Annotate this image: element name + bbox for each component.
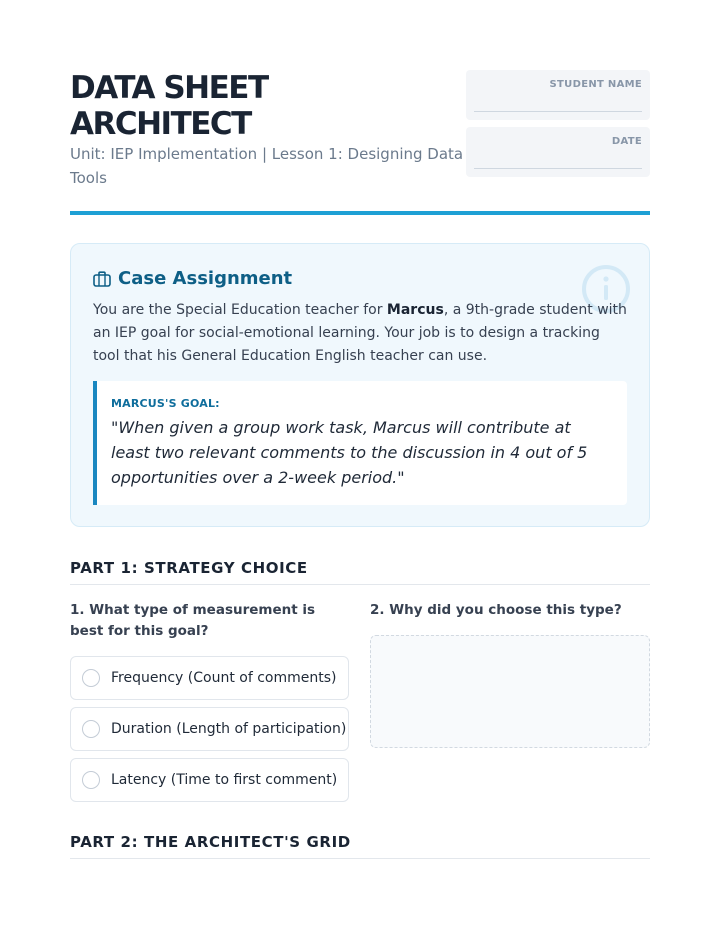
part1-heading: PART 1: STRATEGY CHOICE [70,559,650,585]
student-name-field[interactable] [466,70,650,120]
header [70,0,650,215]
header-divider [70,211,650,215]
part2-heading: PART 2: THE ARCHITECT'S GRID [70,833,650,859]
reason-answer-box[interactable] [370,635,650,748]
case-title: Case Assignment [118,268,293,289]
case-text-after: , a 9th-grade student with an IEP goal for social-emotional learning. Your job is to design a tracking tool that his General Education English teacher can use. [93,302,627,364]
case-description [93,299,629,368]
option-duration[interactable] [70,707,349,751]
date-line [474,168,642,169]
question-1: 1. What type of measurement is best for this goal? [70,602,316,639]
student-name-line [474,111,642,112]
option-label: Duration (Length of participation) [111,721,347,737]
student-name-label: STUDENT NAME [549,79,642,90]
goal-box [93,381,627,505]
case-assignment-card [70,243,650,527]
briefcase-icon [93,271,111,287]
date-label: DATE [611,136,642,147]
radio-button[interactable] [82,669,100,687]
radio-button[interactable] [82,720,100,738]
option-frequency[interactable] [70,656,349,700]
option-label: Frequency (Count of comments) [111,670,337,686]
radio-button[interactable] [82,771,100,789]
option-label: Latency (Time to first comment) [111,772,338,788]
student-name: Marcus [386,302,444,318]
worksheet-page [70,0,650,851]
goal-quote: "When given a group work task, Marcus will contribute at least two relevant comments to the discussion in 4 out of 5 opportunities over a 2-week period." [111,418,588,487]
case-text-before: You are the Special Education teacher for [93,302,387,318]
goal-label: MARCUS'S GOAL: [111,397,220,410]
page-subtitle: Unit: IEP Implementation | Lesson 1: Designing Data Tools [70,145,464,187]
page-title: DATA SHEET ARCHITECT [70,70,268,142]
date-field[interactable] [466,127,650,177]
case-header [93,268,292,289]
option-latency[interactable] [70,758,349,802]
question-2: 2. Why did you choose this type? [370,602,622,618]
